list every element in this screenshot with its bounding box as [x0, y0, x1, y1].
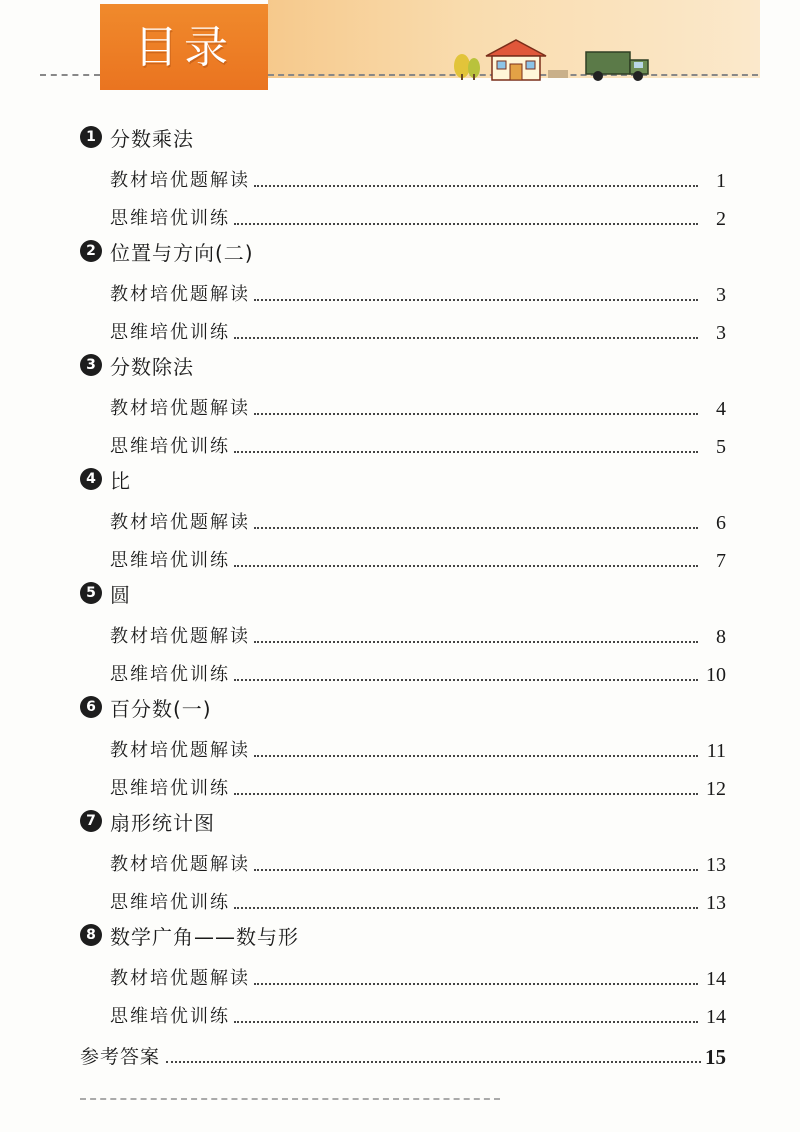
chapter-8 — [80, 916, 726, 1030]
chapter-2 — [80, 232, 726, 346]
entry-label: 教材培优题解读 — [110, 740, 250, 761]
entry-label: 思维培优训练 — [110, 778, 230, 799]
chapter-number: 3 — [80, 354, 102, 376]
chapter-7 — [80, 802, 726, 916]
toc-entry[interactable] — [80, 270, 726, 308]
chapter-heading[interactable] — [80, 460, 726, 498]
toc-entry[interactable] — [80, 954, 726, 992]
page-title: 目录 — [134, 22, 234, 73]
dot-leader — [234, 1021, 698, 1023]
entry-label: 思维培优训练 — [110, 322, 230, 343]
entry-label: 思维培优训练 — [110, 436, 230, 457]
dot-leader — [166, 1061, 701, 1063]
house-truck-illustration — [440, 30, 670, 82]
page-number: 6 — [716, 512, 726, 534]
chapter-title: 分数乘法 — [110, 126, 194, 151]
page-number: 3 — [716, 284, 726, 306]
chapter-number: 2 — [80, 240, 102, 262]
page-number: 13 — [706, 854, 726, 876]
answers-label: 参考答案 — [80, 1046, 161, 1068]
entry-label: 思维培优训练 — [110, 892, 230, 913]
chapter-number: 4 — [80, 468, 102, 490]
house-icon — [486, 40, 546, 80]
header — [0, 0, 800, 110]
page-number: 2 — [716, 208, 726, 230]
chapter-number: 1 — [80, 126, 102, 148]
page-edge — [760, 0, 800, 140]
toc-entry[interactable] — [80, 992, 726, 1030]
chapter-5 — [80, 574, 726, 688]
page-number: 11 — [706, 740, 726, 762]
chapter-6 — [80, 688, 726, 802]
toc-entry[interactable] — [80, 536, 726, 574]
dot-leader — [254, 185, 698, 187]
page-number: 13 — [706, 892, 726, 914]
chapter-title: 圆 — [110, 582, 131, 607]
chapter-3 — [80, 346, 726, 460]
toc-entry[interactable] — [80, 384, 726, 422]
dot-leader — [234, 679, 698, 681]
page-number: 7 — [716, 550, 726, 572]
dot-leader — [254, 755, 698, 757]
answers-entry[interactable] — [80, 1030, 726, 1070]
dot-leader — [254, 299, 698, 301]
chapter-number: 5 — [80, 582, 102, 604]
dot-leader — [254, 983, 698, 985]
entry-label: 思维培优训练 — [110, 1006, 230, 1027]
chapter-heading[interactable] — [80, 118, 726, 156]
toc-entry[interactable] — [80, 308, 726, 346]
entry-label: 教材培优题解读 — [110, 626, 250, 647]
chapter-number: 7 — [80, 810, 102, 832]
chapter-heading[interactable] — [80, 916, 726, 954]
entry-label: 教材培优题解读 — [110, 170, 250, 191]
chapter-heading[interactable] — [80, 232, 726, 270]
chapter-heading[interactable] — [80, 802, 726, 840]
entry-label: 教材培优题解读 — [110, 284, 250, 305]
chapter-title: 数学广角——数与形 — [110, 924, 299, 949]
chapter-title: 位置与方向(二) — [110, 240, 254, 265]
dot-leader — [234, 565, 698, 567]
page-number: 5 — [716, 436, 726, 458]
page-number: 1 — [716, 170, 726, 192]
chapter-4 — [80, 460, 726, 574]
header-divider-left — [40, 74, 100, 76]
dot-leader — [234, 451, 698, 453]
crate-icon — [548, 70, 568, 78]
entry-label: 教材培优题解读 — [110, 854, 250, 875]
entry-label: 思维培优训练 — [110, 664, 230, 685]
chapter-heading[interactable] — [80, 346, 726, 384]
toc-entry[interactable] — [80, 878, 726, 916]
chapter-heading[interactable] — [80, 574, 726, 612]
page-number: 3 — [716, 322, 726, 344]
chapter-heading[interactable] — [80, 688, 726, 726]
toc-entry[interactable] — [80, 422, 726, 460]
page-number: 14 — [706, 1006, 726, 1028]
page-number: 4 — [716, 398, 726, 420]
chapter-title: 比 — [110, 468, 131, 493]
chapter-title: 分数除法 — [110, 354, 194, 379]
chapter-number: 8 — [80, 924, 102, 946]
toc-entry[interactable] — [80, 764, 726, 802]
entry-label: 思维培优训练 — [110, 208, 230, 229]
page-number: 12 — [706, 778, 726, 800]
dot-leader — [234, 223, 698, 225]
chapter-number: 6 — [80, 696, 102, 718]
entry-label: 教材培优题解读 — [110, 512, 250, 533]
dot-leader — [254, 527, 698, 529]
toc-entry[interactable] — [80, 612, 726, 650]
truck-icon — [586, 52, 648, 81]
dot-leader — [254, 869, 698, 871]
toc-entry[interactable] — [80, 156, 726, 194]
toc-entry[interactable] — [80, 194, 726, 232]
page-number: 10 — [706, 664, 726, 686]
toc-entry[interactable] — [80, 650, 726, 688]
entry-label: 思维培优训练 — [110, 550, 230, 571]
toc-entry[interactable] — [80, 726, 726, 764]
answers-page-number: 15 — [705, 1045, 726, 1069]
chapter-1 — [80, 118, 726, 232]
chapter-title: 百分数(一) — [110, 696, 212, 721]
entry-label: 教材培优题解读 — [110, 968, 250, 989]
table-of-contents — [80, 118, 726, 1070]
page-number: 8 — [716, 626, 726, 648]
dot-leader — [234, 907, 698, 909]
dot-leader — [234, 793, 698, 795]
toc-entry[interactable] — [80, 840, 726, 878]
dot-leader — [254, 413, 698, 415]
dot-leader — [234, 337, 698, 339]
toc-entry[interactable] — [80, 498, 726, 536]
page-number: 14 — [706, 968, 726, 990]
dot-leader — [254, 641, 698, 643]
footer-divider — [80, 1098, 500, 1100]
chapter-title: 扇形统计图 — [110, 810, 215, 835]
entry-label: 教材培优题解读 — [110, 398, 250, 419]
